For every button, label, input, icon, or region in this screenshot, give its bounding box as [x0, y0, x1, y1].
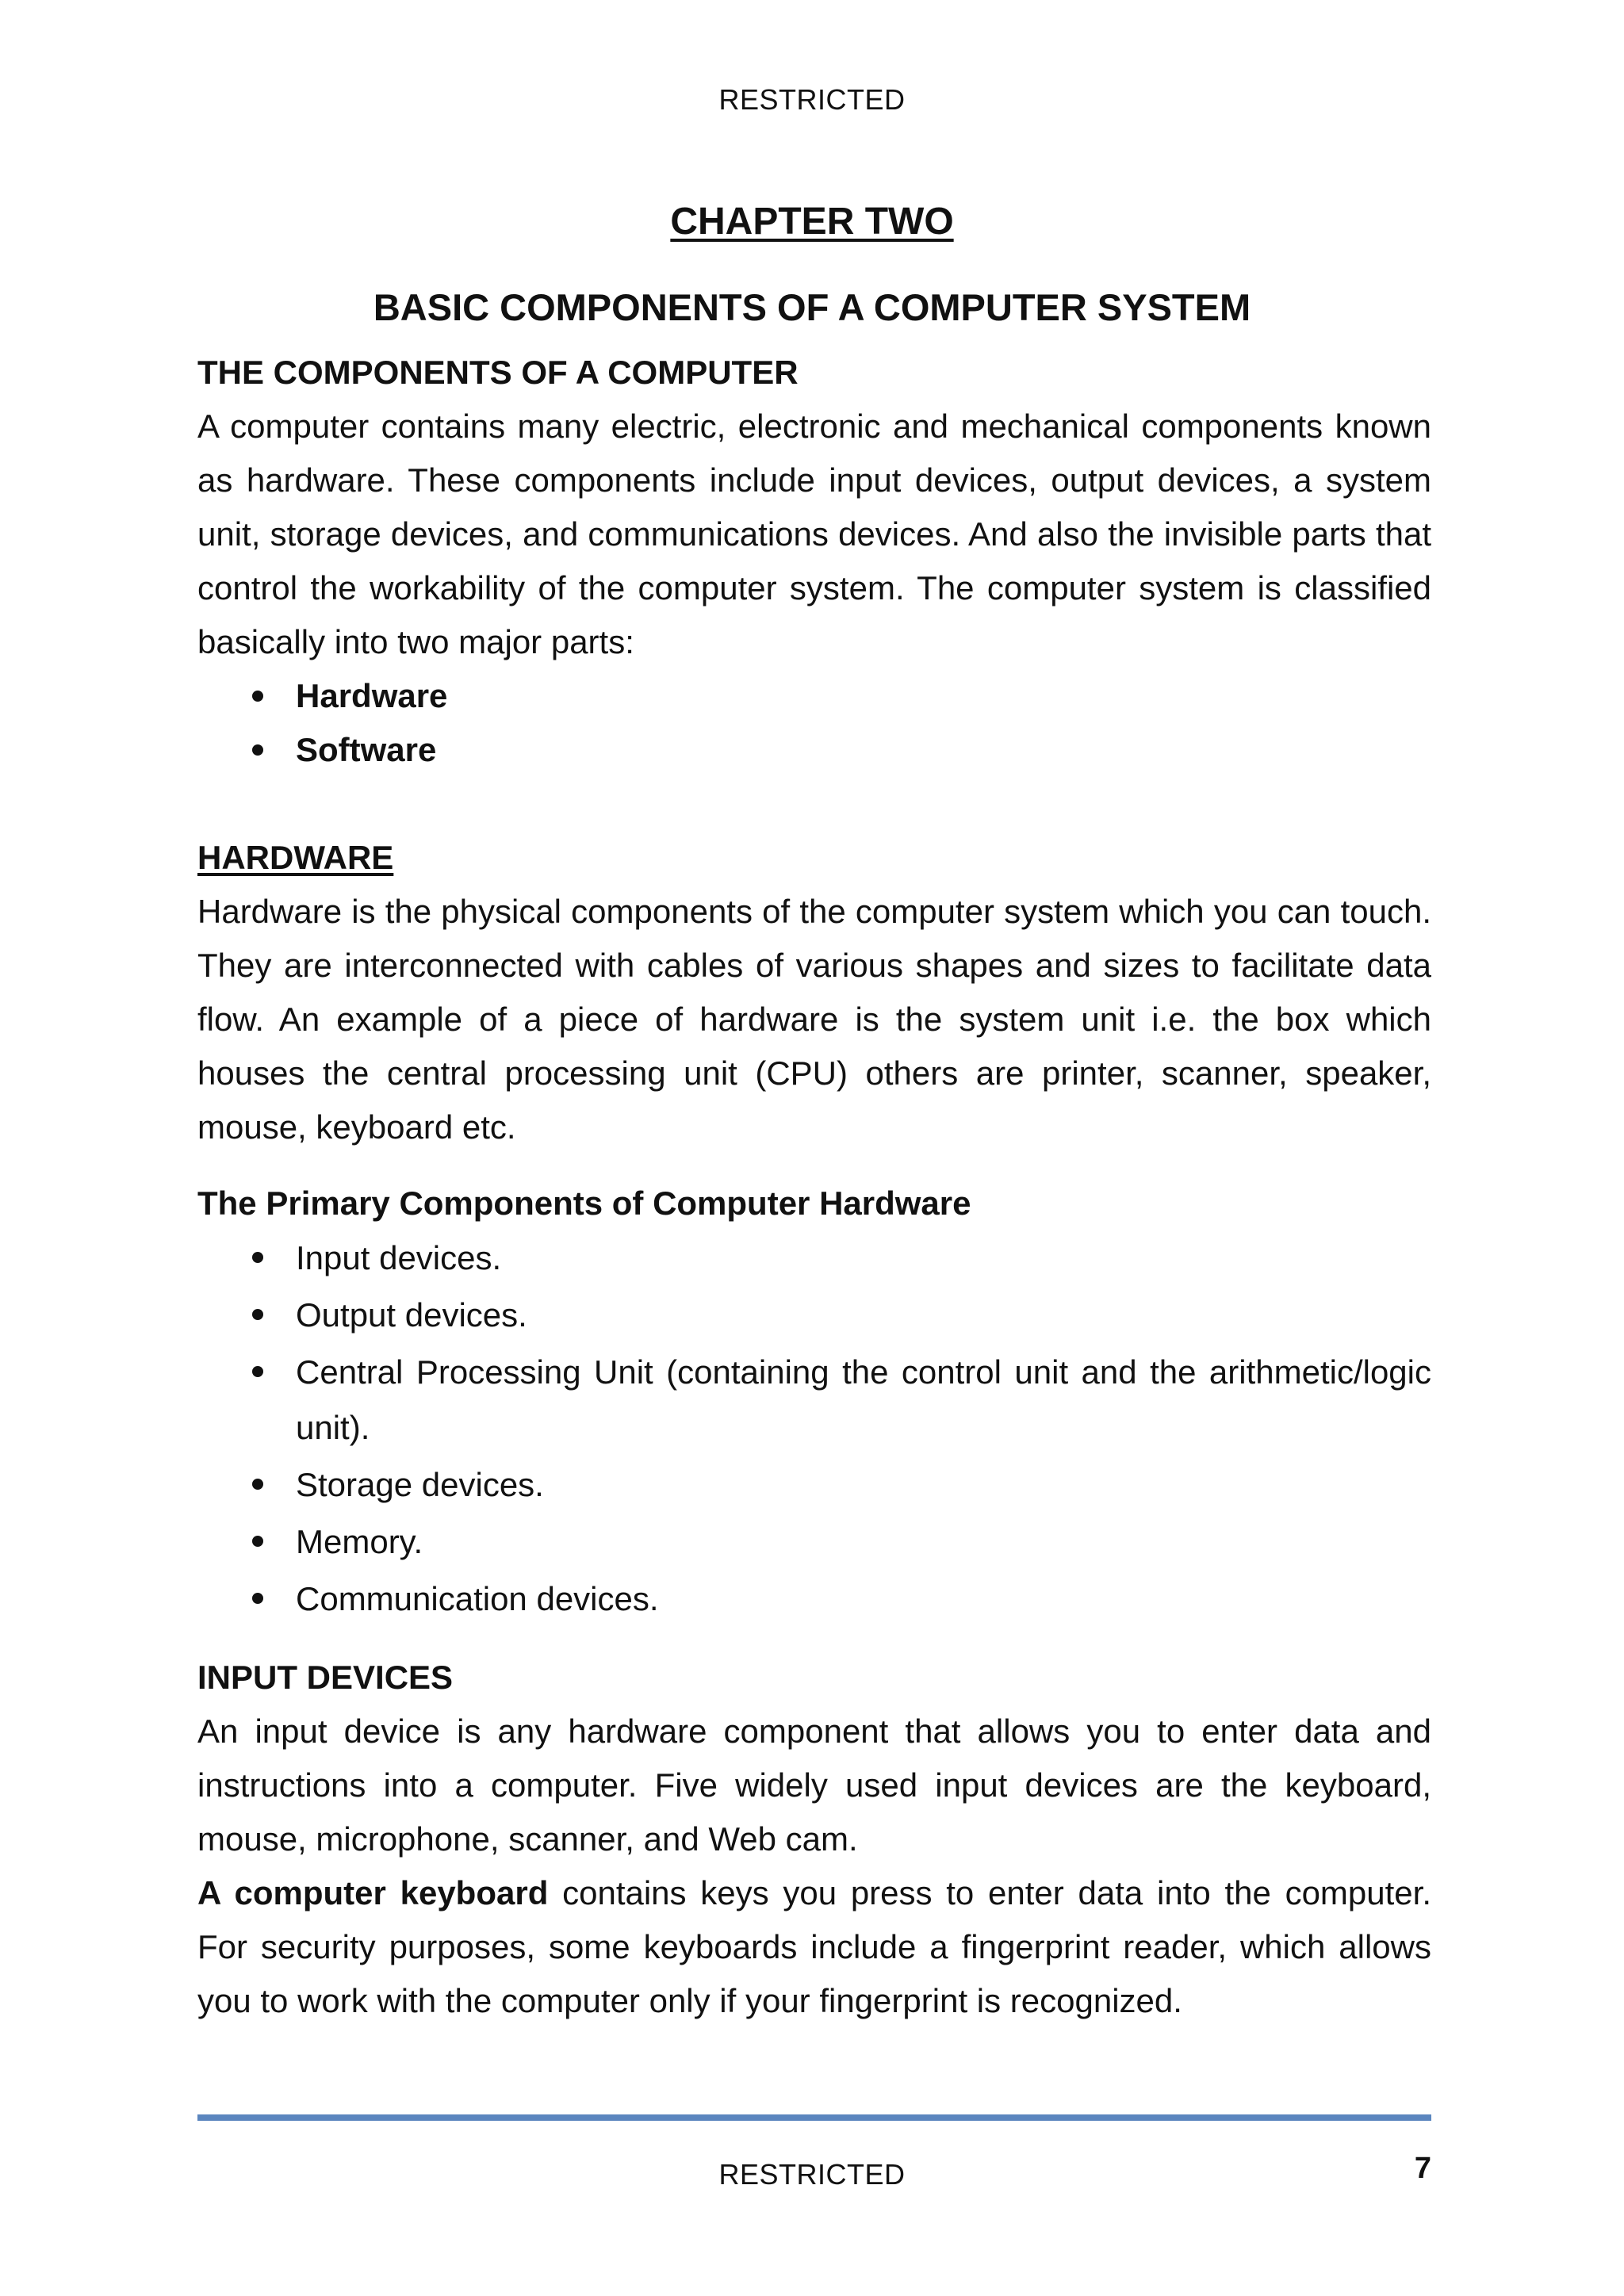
- spacer: [197, 1154, 1431, 1177]
- list-item: Storage devices.: [296, 1457, 1431, 1513]
- list-item: Communication devices.: [296, 1571, 1431, 1627]
- page-number: 7: [1414, 2152, 1431, 2185]
- input-devices-heading: INPUT DEVICES: [197, 1659, 454, 1696]
- list-item: Central Processing Unit (containing the control unit and the arithmetic/logic unit).: [296, 1345, 1431, 1456]
- input-devices-paragraph: An input device is any hardware component that allows you to enter data and instructions into a computer. Five widely used input devices are the keyboard, mouse, microphone, scanner, and Web cam.: [197, 1712, 1431, 1858]
- list-item: Hardware: [296, 669, 1431, 723]
- spacer: [197, 1628, 1431, 1651]
- chapter-title: CHAPTER TWO: [670, 201, 954, 243]
- list-item: Input devices.: [296, 1230, 1431, 1286]
- page-body: [197, 346, 1431, 2028]
- spacer: [197, 777, 1431, 831]
- hardware-heading: HARDWARE: [197, 839, 394, 876]
- footer-classification: RESTRICTED: [718, 2158, 906, 2191]
- keyboard-term: A computer keyboard: [197, 1874, 549, 1911]
- chapter-subtitle: BASIC COMPONENTS OF A COMPUTER SYSTEM: [373, 286, 1251, 328]
- major-parts-list: [197, 669, 1431, 777]
- keyboard-description: contains keys you press to enter data into the computer. For security purposes, some keyboards include a fingerprint reader, which allows you to work with the computer only if your fingerprint is recognized.: [197, 1874, 1431, 2019]
- footer-rule: [197, 2114, 1431, 2121]
- primary-components-heading: The Primary Components of Computer Hardware: [197, 1184, 971, 1222]
- components-heading: THE COMPONENTS OF A COMPUTER: [197, 354, 799, 391]
- components-paragraph: A computer contains many electric, electronic and mechanical components known as hardware. These components include input devices, output devices, a system unit, storage devices, and communications devices. And also the invisible parts that control the workability of the computer system. The computer system is classified basically into two major parts:: [197, 408, 1431, 660]
- hardware-paragraph: Hardware is the physical components of the computer system which you can touch. They are interconnected with cables of various shapes and sizes to facilitate data flow. An example of a piece of hardware is the system unit i.e. the box which houses the central processing unit (CPU) others are printer, scanner, speaker, mouse, keyboard etc.: [197, 893, 1431, 1146]
- header-classification: RESTRICTED: [718, 83, 906, 116]
- list-item: Memory.: [296, 1514, 1431, 1570]
- keyboard-paragraph: [197, 1866, 1431, 2028]
- primary-components-list: [197, 1230, 1431, 1627]
- list-item: Software: [296, 723, 1431, 777]
- list-item: Output devices.: [296, 1288, 1431, 1343]
